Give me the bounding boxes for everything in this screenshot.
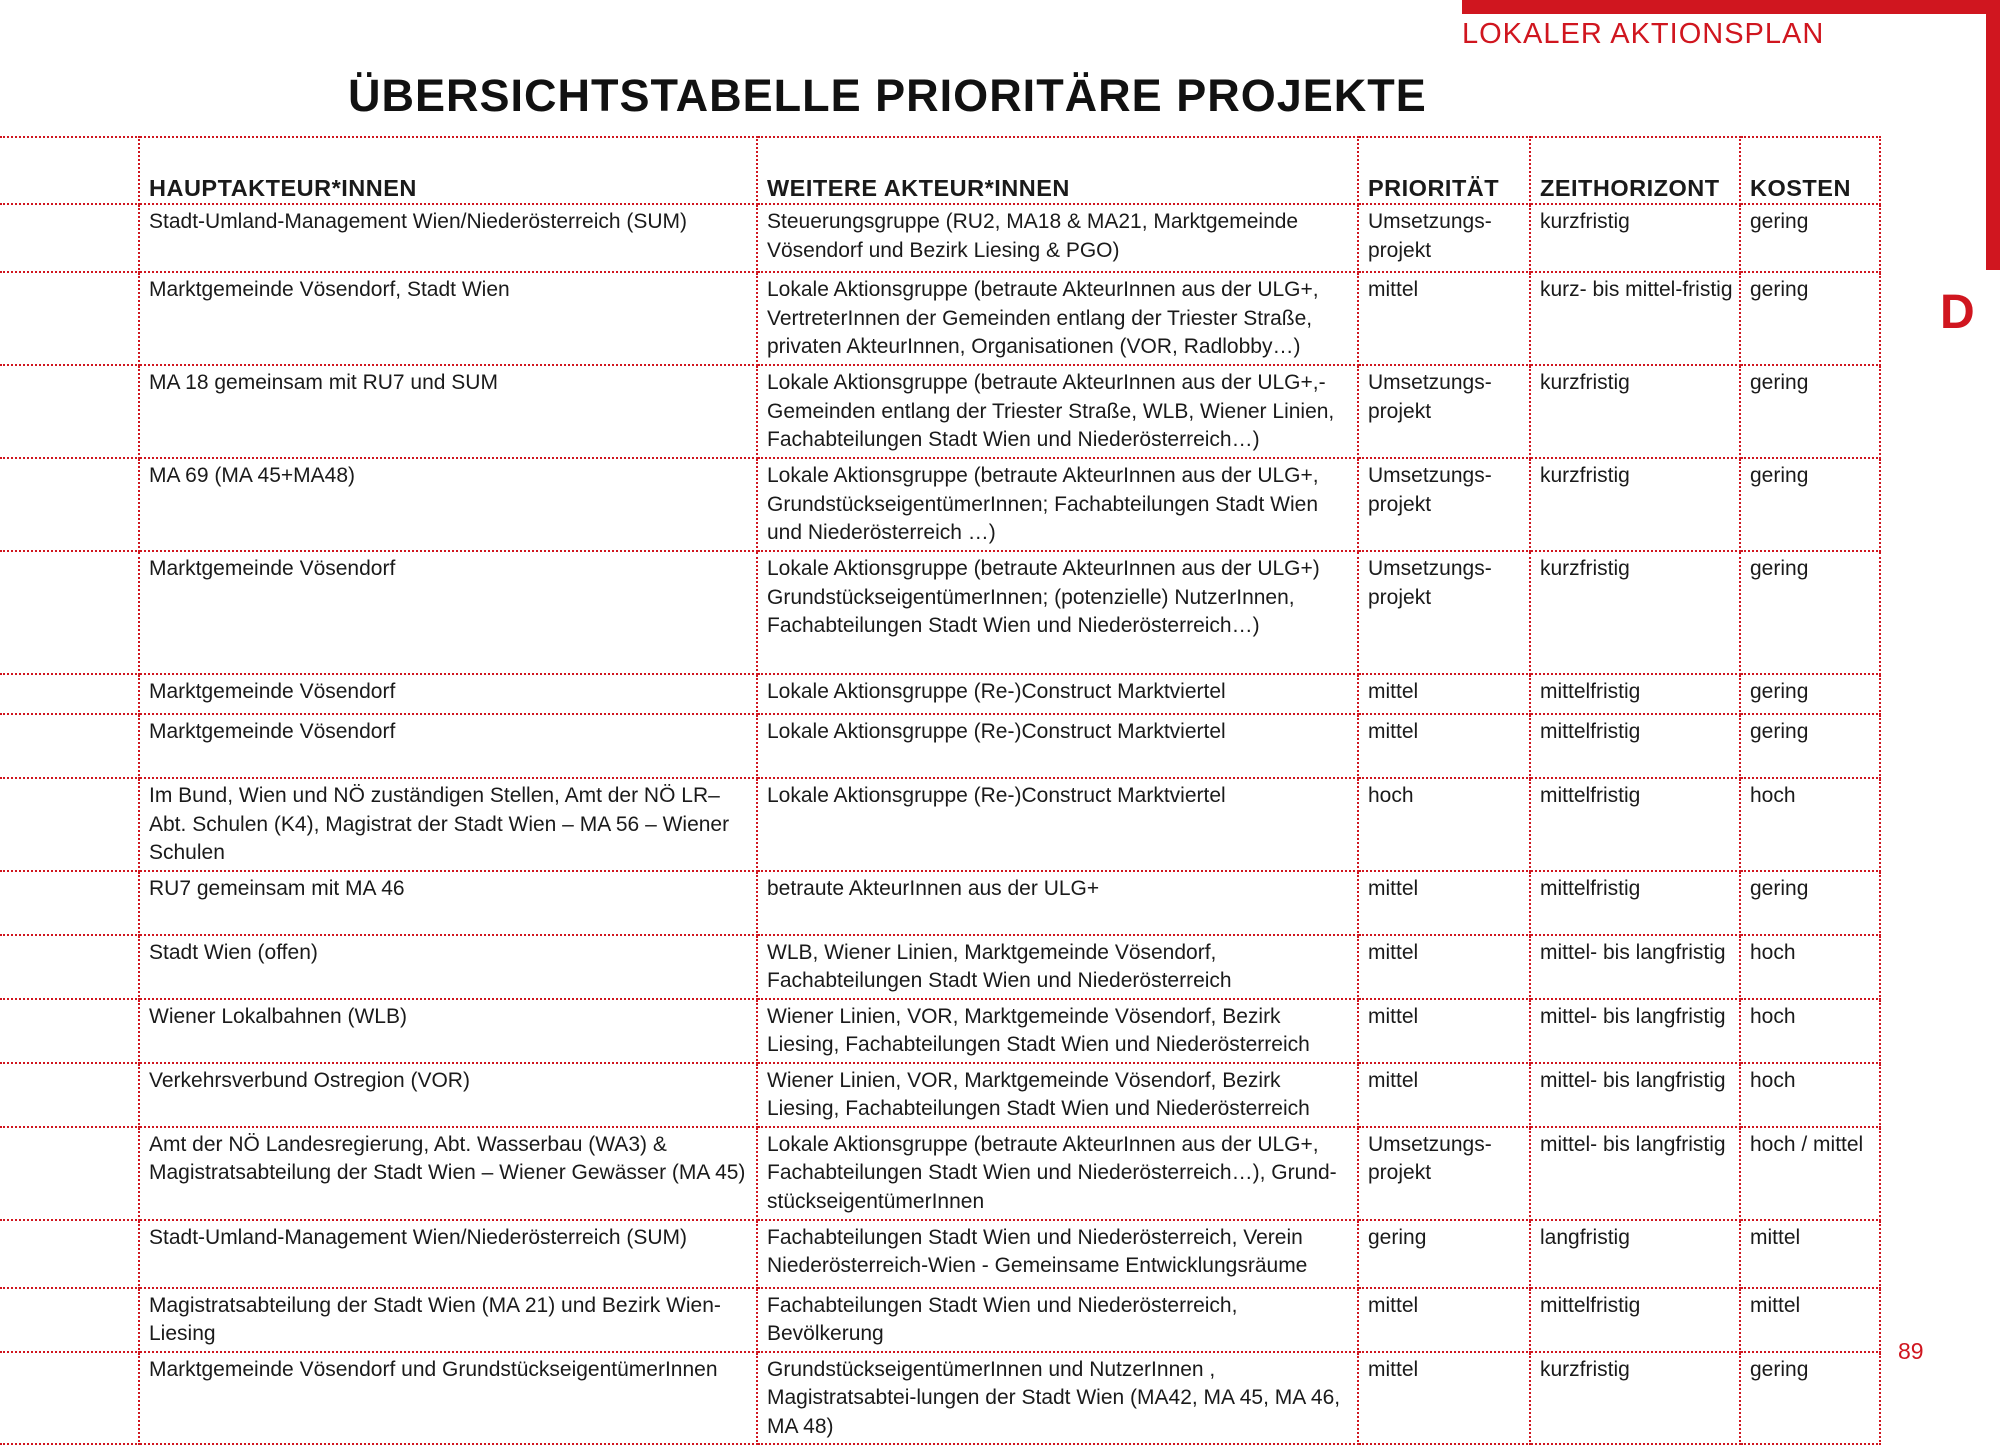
cell-prioritaet: Umsetzungs-projekt [1358,458,1530,551]
cell-hauptakteur: Wiener Lokalbahnen (WLB) [139,999,757,1063]
row-stub [0,871,139,935]
cell-weitere-akteure: Fachabteilungen Stadt Wien und Niederösterreich, Bevölkerung [757,1288,1358,1352]
table-row [0,1220,1880,1288]
page-number: 89 [1898,1338,1924,1364]
cell-hauptakteur: Marktgemeinde Vösendorf [139,674,757,714]
cell-weitere-akteure: Wiener Linien, VOR, Marktgemeinde Vösendorf, Bezirk Liesing, Fachabteilungen Stadt Wien und Niederösterreich [757,999,1358,1063]
cell-kosten: hoch [1740,999,1880,1063]
row-stub [0,365,139,458]
cell-zeithorizont: langfristig [1530,1220,1740,1288]
row-stub [0,1288,139,1352]
cell-prioritaet: mittel [1358,935,1530,999]
cell-weitere-akteure: Fachabteilungen Stadt Wien und Niederösterreich, Verein Niederösterreich-Wien - Gemeinsame Entwicklungsräume [757,1220,1358,1288]
row-stub [0,272,139,365]
cell-hauptakteur: MA 18 gemeinsam mit RU7 und SUM [139,365,757,458]
cell-weitere-akteure: Lokale Aktionsgruppe (Re-)Construct Marktviertel [757,674,1358,714]
row-stub [0,1352,139,1445]
cell-kosten: gering [1740,204,1880,272]
cell-prioritaet: mittel [1358,674,1530,714]
table-row [0,674,1880,714]
cell-zeithorizont: mittelfristig [1530,778,1740,871]
table-row [0,458,1880,551]
cell-zeithorizont: mittelfristig [1530,871,1740,935]
table-header-row [0,137,1880,204]
cell-kosten: gering [1740,365,1880,458]
cell-kosten: hoch [1740,778,1880,871]
cell-weitere-akteure: betraute AkteurInnen aus der ULG+ [757,871,1358,935]
cell-kosten: mittel [1740,1220,1880,1288]
cell-zeithorizont: mittel- bis langfristig [1530,1063,1740,1127]
cell-kosten: mittel [1740,1288,1880,1352]
column-header: PRIORITÄT [1358,137,1530,204]
row-stub [0,551,139,674]
row-stub [0,1220,139,1288]
table-row [0,935,1880,999]
cell-weitere-akteure: Lokale Aktionsgruppe (Re-)Construct Marktviertel [757,714,1358,778]
top-accent-bar [1462,0,2000,14]
cell-hauptakteur: Marktgemeinde Vösendorf und GrundstückseigentümerInnen [139,1352,757,1445]
table-row [0,1352,1880,1445]
cell-weitere-akteure: Lokale Aktionsgruppe (betraute AkteurInnen aus der ULG+,-Gemeinden entlang der Triester Straße, WLB, Wiener Linien, Fachabteilungen Stadt Wien und Niederösterreich…) [757,365,1358,458]
cell-kosten: hoch [1740,1063,1880,1127]
cell-prioritaet: mittel [1358,1063,1530,1127]
table-row [0,1127,1880,1220]
cell-kosten: gering [1740,551,1880,674]
cell-weitere-akteure: Lokale Aktionsgruppe (betraute AkteurInnen aus der ULG+) GrundstückseigentümerInnen; (potenzielle) NutzerInnen, Fachabteilungen Stadt Wien und Niederösterreich…) [757,551,1358,674]
cell-weitere-akteure: Lokale Aktionsgruppe (betraute AkteurInnen aus der ULG+, GrundstückseigentümerInnen; Fachabteilungen Stadt Wien und Niederösterreich …) [757,458,1358,551]
cell-prioritaet: Umsetzungs-projekt [1358,551,1530,674]
cell-kosten: gering [1740,714,1880,778]
table-row [0,999,1880,1063]
cell-kosten: gering [1740,674,1880,714]
cell-kosten: gering [1740,871,1880,935]
cell-prioritaet: mittel [1358,272,1530,365]
cell-hauptakteur: Stadt-Umland-Management Wien/Niederösterreich (SUM) [139,1220,757,1288]
cell-hauptakteur: Marktgemeinde Vösendorf [139,551,757,674]
column-header: HAUPTAKTEUR*INNEN [139,137,757,204]
table-row [0,714,1880,778]
section-header: LOKALER AKTIONSPLAN [1462,18,1825,50]
table-row [0,1063,1880,1127]
cell-weitere-akteure: Wiener Linien, VOR, Marktgemeinde Vösendorf, Bezirk Liesing, Fachabteilungen Stadt Wien und Niederösterreich [757,1063,1358,1127]
cell-zeithorizont: mittel- bis langfristig [1530,935,1740,999]
cell-kosten: gering [1740,458,1880,551]
cell-prioritaet: mittel [1358,714,1530,778]
column-header: ZEITHORIZONT [1530,137,1740,204]
row-stub [0,778,139,871]
cell-hauptakteur: Stadt-Umland-Management Wien/Niederösterreich (SUM) [139,204,757,272]
table-row [0,871,1880,935]
cell-hauptakteur: Marktgemeinde Vösendorf, Stadt Wien [139,272,757,365]
row-stub [0,458,139,551]
cell-prioritaet: Umsetzungs-projekt [1358,365,1530,458]
cell-zeithorizont: kurzfristig [1530,458,1740,551]
cell-kosten: gering [1740,1352,1880,1445]
cell-hauptakteur: Im Bund, Wien und NÖ zuständigen Stellen, Amt der NÖ LR– Abt. Schulen (K4), Magistrat der Stadt Wien – MA 56 – Wiener Schulen [139,778,757,871]
cell-prioritaet: hoch [1358,778,1530,871]
cell-hauptakteur: Stadt Wien (offen) [139,935,757,999]
cell-zeithorizont: kurzfristig [1530,1352,1740,1445]
row-stub [0,137,139,204]
cell-hauptakteur: MA 69 (MA 45+MA48) [139,458,757,551]
row-stub [0,674,139,714]
row-stub [0,1063,139,1127]
row-stub [0,204,139,272]
cell-zeithorizont: kurzfristig [1530,551,1740,674]
cell-prioritaet: Umsetzungs-projekt [1358,204,1530,272]
cell-prioritaet: mittel [1358,1288,1530,1352]
cell-weitere-akteure: WLB, Wiener Linien, Marktgemeinde Vösendorf, Fachabteilungen Stadt Wien und Niederösterreich [757,935,1358,999]
cell-weitere-akteure: Steuerungsgruppe (RU2, MA18 & MA21, Marktgemeinde Vösendorf und Bezirk Liesing & PGO) [757,204,1358,272]
table-row [0,1288,1880,1352]
cell-weitere-akteure: Lokale Aktionsgruppe (Re-)Construct Marktviertel [757,778,1358,871]
projects-table [0,136,1881,1445]
table-row [0,272,1880,365]
column-header: WEITERE AKTEUR*INNEN [757,137,1358,204]
cell-kosten: hoch / mittel [1740,1127,1880,1220]
cell-hauptakteur: RU7 gemeinsam mit MA 46 [139,871,757,935]
cell-prioritaet: mittel [1358,871,1530,935]
cell-hauptakteur: Marktgemeinde Vösendorf [139,714,757,778]
cell-zeithorizont: kurzfristig [1530,204,1740,272]
cell-zeithorizont: mittelfristig [1530,714,1740,778]
table-row [0,365,1880,458]
cell-hauptakteur: Amt der NÖ Landesregierung, Abt. Wasserbau (WA3) & Magistratsabteilung der Stadt Wien – Wiener Gewässer (MA 45) [139,1127,757,1220]
chapter-marker: D [1940,286,1975,339]
cell-hauptakteur: Verkehrsverbund Ostregion (VOR) [139,1063,757,1127]
row-stub [0,999,139,1063]
row-stub [0,714,139,778]
cell-prioritaet: mittel [1358,999,1530,1063]
cell-kosten: hoch [1740,935,1880,999]
table-row [0,551,1880,674]
cell-zeithorizont: kurzfristig [1530,365,1740,458]
cell-prioritaet: gering [1358,1220,1530,1288]
page-title: ÜBERSICHTSTABELLE PRIORITÄRE PROJEKTE [348,70,1427,121]
cell-weitere-akteure: Lokale Aktionsgruppe (betraute AkteurInnen aus der ULG+, Fachabteilungen Stadt Wien und Niederösterreich…), Grund-stückseigentümerInnen [757,1127,1358,1220]
table-row [0,778,1880,871]
cell-prioritaet: Umsetzungs-projekt [1358,1127,1530,1220]
cell-zeithorizont: mittelfristig [1530,674,1740,714]
cell-zeithorizont: mittel- bis langfristig [1530,1127,1740,1220]
cell-weitere-akteure: GrundstückseigentümerInnen und NutzerInnen , Magistratsabtei-lungen der Stadt Wien (MA42, MA 45, MA 46, MA 48) [757,1352,1358,1445]
row-stub [0,935,139,999]
row-stub [0,1127,139,1220]
side-accent-bar [1986,0,2000,270]
cell-weitere-akteure: Lokale Aktionsgruppe (betraute AkteurInnen aus der ULG+, VertreterInnen der Gemeinden entlang der Triester Straße, privaten AkteurInnen, Organisationen (VOR, Radlobby…) [757,272,1358,365]
cell-zeithorizont: mittel- bis langfristig [1530,999,1740,1063]
cell-hauptakteur: Magistratsabteilung der Stadt Wien (MA 21) und Bezirk Wien-Liesing [139,1288,757,1352]
cell-zeithorizont: mittelfristig [1530,1288,1740,1352]
table-row [0,204,1880,272]
cell-zeithorizont: kurz- bis mittel-fristig [1530,272,1740,365]
column-header: KOSTEN [1740,137,1880,204]
cell-kosten: gering [1740,272,1880,365]
cell-prioritaet: mittel [1358,1352,1530,1445]
